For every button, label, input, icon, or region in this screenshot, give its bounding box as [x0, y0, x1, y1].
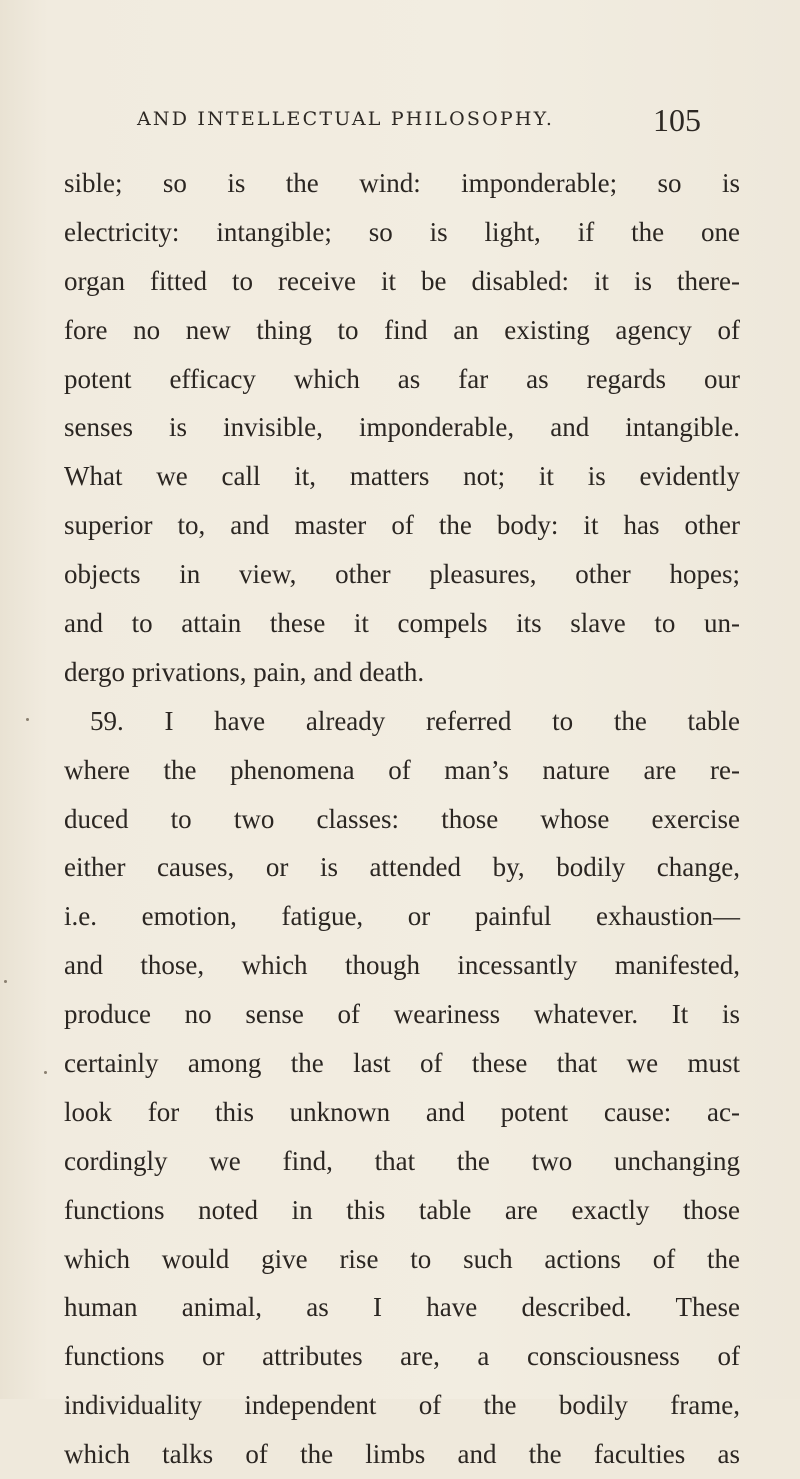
- text-line: organ fitted to receive it be disabled: it is there-: [64, 265, 740, 296]
- text-line: duced to two classes: those whose exercise: [64, 803, 740, 834]
- running-title: AND INTELLECTUAL PHILOSOPHY.: [137, 108, 555, 130]
- text-line: senses is invisible, imponderable, and intangible.: [64, 412, 740, 443]
- text-line: which would give rise to such actions of the: [64, 1243, 740, 1274]
- paragraph-end-line: dergo privations, pain, and death.: [64, 656, 425, 687]
- page-header: [0, 102, 800, 142]
- text-line: electricity: intangible; so is light, if the one: [64, 216, 740, 247]
- text-line: where the phenomena of man’s nature are re-: [64, 754, 740, 785]
- paragraph-start-line: 59. I have already referred to the table: [90, 705, 740, 736]
- paper-speck: [26, 718, 29, 721]
- text-line: produce no sense of weariness whatever. It is: [64, 999, 740, 1030]
- text-line: look for this unknown and potent cause: ac-: [64, 1096, 740, 1127]
- paper-speck: [44, 1071, 47, 1074]
- text-line: which talks of the limbs and the faculties as: [64, 1439, 740, 1470]
- text-line: fore no new thing to find an existing agency of: [64, 314, 740, 345]
- text-line: individuality independent of the bodily frame,: [64, 1390, 740, 1421]
- text-line: sible; so is the wind: imponderable; so is: [64, 168, 740, 198]
- text-line: superior to, and master of the body: it has other: [64, 510, 740, 541]
- text-line: potent efficacy which as far as regards our: [64, 363, 740, 394]
- text-line: cordingly we find, that the two unchanging: [64, 1145, 740, 1176]
- paper-speck: [4, 980, 7, 983]
- text-line: either causes, or is attended by, bodily change,: [64, 852, 740, 883]
- text-line: i.e. emotion, fatigue, or painful exhaustion—: [64, 901, 740, 932]
- text-line: and those, which though incessantly manifested,: [64, 950, 740, 981]
- text-line: functions noted in this table are exactly those: [64, 1194, 740, 1225]
- text-line: functions or attributes are, a consciousness of: [64, 1341, 740, 1372]
- text-line: objects in view, other pleasures, other hopes;: [64, 559, 740, 590]
- text-line: human animal, as I have described. These: [64, 1292, 740, 1323]
- page-number: 105: [653, 102, 701, 138]
- text-line: certainly among the last of these that we must: [64, 1048, 740, 1079]
- body-text: [64, 159, 740, 1479]
- text-line: and to attain these it compels its slave to un-: [64, 608, 740, 639]
- text-line: What we call it, matters not; it is evidently: [64, 461, 740, 492]
